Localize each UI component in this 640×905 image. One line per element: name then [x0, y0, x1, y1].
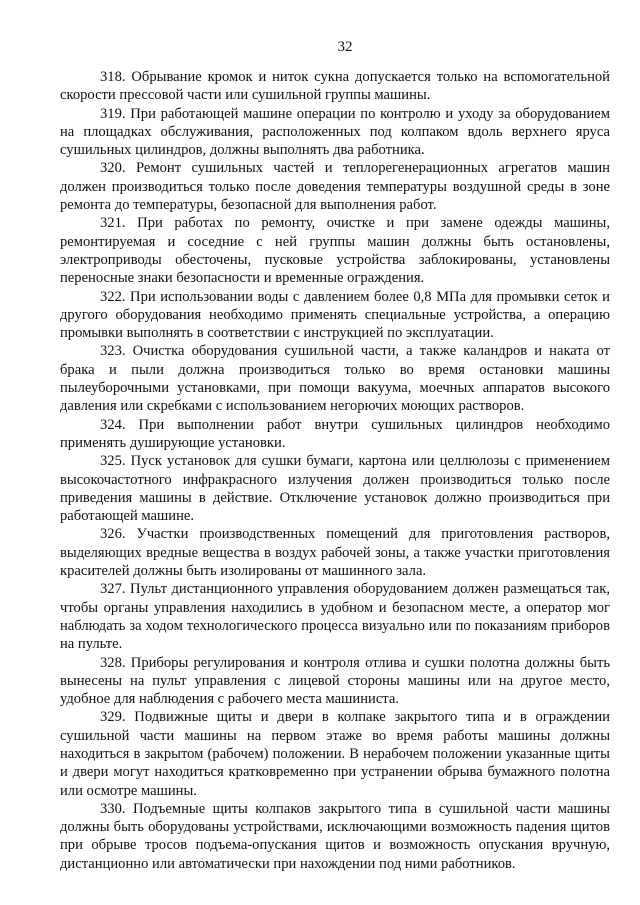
page-number: 32: [337, 39, 353, 55]
paragraph-323: 323. Очистка оборудования сушильной части, а также каландров и наката от брака и пыли должна производиться только во время остановки машины пылеуборочными установками, при помощи вакуума, моечных аппаратов высокого давления или скребками с использованием негорючих моющих растворов.: [60, 343, 610, 415]
document-body: [60, 68, 610, 873]
paragraph-319: 319. При работающей машине операции по контролю и уходу за оборудованием на площадках обслуживания, расположенных под колпаком вдоль верхнего яруса сушильных цилиндров, должны выполнять два работника.: [60, 105, 610, 159]
paragraph-329: 329. Подвижные щиты и двери в колпаке закрытого типа и в ограждении сушильной части машины на первом этаже во время работы машины должны находиться в закрытом (рабочем) положении. В нерабочем положении указанные щиты и двери могут находиться кратковременно при устранении обрыва бумажного полотна или осмотре машины.: [60, 709, 610, 799]
paragraph-328: 328. Приборы регулирования и контроля отлива и сушки полотна должны быть вынесены на пульт управления с лицевой стороны машины или на другое место, удобное для наблюдения с рабочего места машиниста.: [60, 654, 610, 708]
paragraph-322: 322. При использовании воды с давлением более 0,8 МПа для промывки сеток и другого оборудования необходимо применять специальные устройства, а операцию промывки выполнять в соответствии с инструкцией по эксплуатации.: [60, 288, 610, 342]
paragraph-320: 320. Ремонт сушильных частей и теплорегенерационных агрегатов машин должен производиться только после доведения температуры воздушной среды в зоне ремонта до температуры, безопасной для выполнения работ.: [60, 160, 610, 214]
paragraph-327: 327. Пульт дистанционного управления оборудованием должен размещаться так, чтобы органы управления находились в удобном и безопасном месте, а оператор мог наблюдать за ходом технологического процесса визуально или по показаниям приборов на пульте.: [60, 581, 610, 653]
paragraph-324: 324. При выполнении работ внутри сушильных цилиндров необходимо применять душирующие установки.: [60, 416, 610, 451]
paragraph-318: 318. Обрывание кромок и ниток сукна допускается только на вспомогательной скорости прессовой части или сушильной группы машины.: [60, 69, 610, 104]
paragraph-325: 325. Пуск установок для сушки бумаги, картона или целлюлозы с применением высокочастотного инфракрасного излучения должен производиться только после приведения машины в действие. Отключение установок должно производиться при работающей машине.: [60, 453, 610, 525]
paragraph-330: 330. Подъемные щиты колпаков закрытого типа в сушильной части машины должны быть оборудованы устройствами, исключающими возможность падения щитов при обрыве тросов подъема-опускания щитов и возможность опускания вручную, дистанционно или автоматически при нахождении под ними работников.: [60, 800, 610, 872]
paragraph-321: 321. При работах по ремонту, очистке и при замене одежды машины, ремонтируемая и соседние с ней группы машин должны быть остановлены, электроприводы обесточены, пусковые устройства заблокированы, установлены переносные знаки безопасности и временные ограждения.: [60, 215, 610, 287]
paragraph-326: 326. Участки производственных помещений для приготовления растворов, выделяющих вредные вещества в воздух рабочей зоны, а также участки приготовления красителей должны быть изолированы от машинного зала.: [60, 526, 610, 580]
